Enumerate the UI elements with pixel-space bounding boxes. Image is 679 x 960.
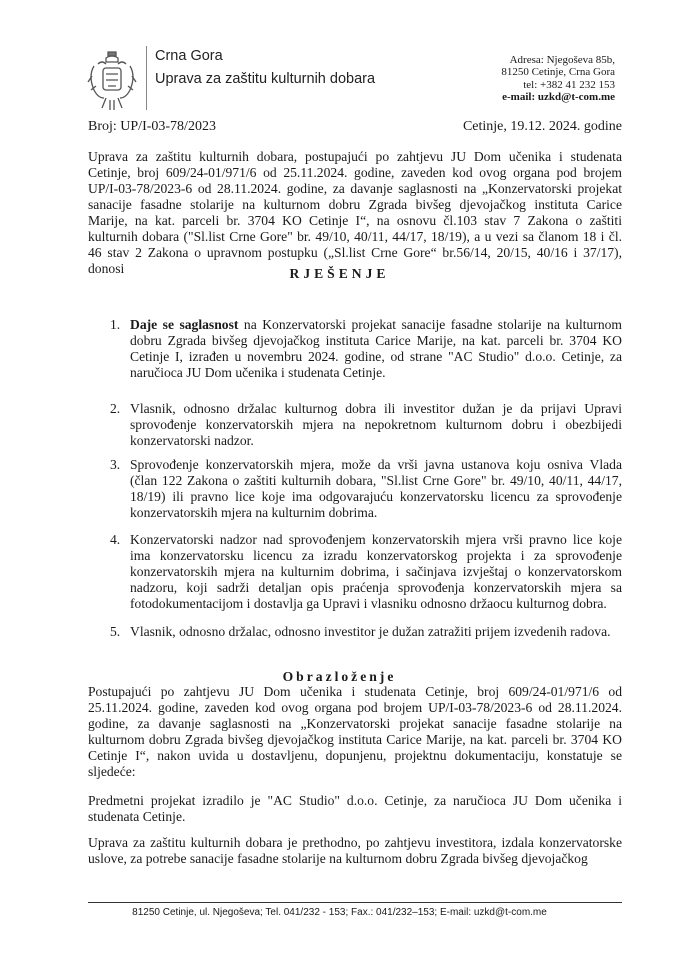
text-line: Cetinje I“, nakon uvida u dostavljenu, dopunjenu, projektnu dokumentaciju, konstatuje se — [88, 748, 622, 763]
text-line: Postupajući po zahtjevu JU Dom učenika i studenata Cetinje, broj 609/24-01/971/6 od — [88, 684, 622, 699]
text-line: Marije, na kat. parceli br. 3704 KO Cetinje I“, na osnovu čl.103 stav 7 Zakona o zaštiti — [88, 213, 622, 228]
text-line: Uprava za zaštitu kulturnih dobara, postupajući po zahtjevu JU Dom učenika i studenata — [88, 149, 622, 164]
reasoning-title: Obrazloženje — [282, 669, 397, 684]
address-line: Adresa: Njegoševa 85b, — [509, 54, 615, 66]
item-text — [130, 401, 622, 449]
item-text — [130, 624, 622, 640]
address-block — [501, 54, 615, 103]
text-line: nadzoru, koji sadrži detaljan opis praćenja sprovođenja konzervatorskih mjera sa — [130, 580, 622, 595]
item-number: 5. — [110, 624, 121, 639]
text-line: kulturnom dobru Zgrada bivšeg djevojačkog instituta Carice Marije, na kat. parceli br. 3704 KO — [88, 732, 622, 747]
address-line: 81250 Cetinje, Crna Gora — [501, 66, 615, 79]
line-text: na Konzervatorski projekat sanacije fasadne stolarije na kulturnom — [238, 317, 623, 332]
text-line: fotodokumentacijom i dostavlja ga Upravi i vlasniku odnosno držaocu kulturnog dobra. — [130, 596, 607, 611]
item-number: 4. — [110, 532, 121, 547]
intro-paragraph — [88, 149, 622, 277]
text-line: godine, za davanje saglasnosti na „Konzervatorski projekat sanacije fasadne stolarije na — [88, 716, 622, 731]
text-line: kulturnih dobara ("Sl.list Crne Gore" br. 49/10, 40/11, 44/17, 18/19), a u vezi sa članom 18 i čl. — [88, 229, 622, 244]
text-line: 46 stav 2 Zakona o upravnom postupku („Sl.list Crne Gore“ br.56/14, 20/15, 40/16 i 37/17), — [88, 245, 622, 260]
coat-of-arms-logo — [86, 46, 138, 114]
text-line: donosi — [88, 261, 125, 276]
text-line: sprovođenje konzervatorskih mjera na nepokretnom kulturnom dobru i obezbijedi — [130, 417, 622, 432]
text-line: sljedeće: — [88, 764, 136, 779]
institution-name: Uprava za zaštitu kulturnih dobara — [155, 71, 376, 87]
eagle-icon — [86, 46, 138, 114]
footer-divider — [88, 902, 622, 903]
reasoning-paragraph — [88, 684, 622, 780]
text-line: Uprava za zaštitu kulturnih dobara je prethodno, po zahtjevu investitora, izdala konzervatorske — [88, 835, 622, 850]
text-line: konzervatorskih mjera na kulturnim dobrima, i sačinjava izvještaj o konzervatorskom — [130, 564, 622, 579]
bold-lead: Daje se saglasnost — [130, 317, 239, 332]
text-line: (član 122 Zakona o zaštiti kulturnih dobara, "Sl.list Crne Gore" br. 49/10, 40/11, 44/17, — [130, 473, 622, 488]
reasoning-paragraph — [88, 835, 622, 867]
text-line: studenata Cetinje. — [88, 809, 186, 824]
item-number: 3. — [110, 457, 121, 472]
text-line: 18/19) ili pravno lice koje ima odgovarajuću konzervatorsku licencu za sprovođenje — [130, 489, 622, 504]
text-line: Cetinje I, izrađen u novembru 2024. godine, od strane "AC Studio" d.o.o. Cetinje, za — [130, 349, 622, 364]
footer-contact: 81250 Cetinje, ul. Njegoševa; Tel. 041/232 - 153; Fax.: 041/232–153; E-mail: uzkd@t-com.me — [132, 907, 547, 918]
text-line: Vlasnik, odnosno držalac kulturnog dobra ili investitor dužan je da prijavi Upravi — [130, 401, 622, 416]
reasoning-paragraph — [88, 793, 622, 825]
text-line: sanacije fasadne stolarije na kulturnom dobru Zgrada bivšeg djevojačkog instituta Carice — [88, 197, 622, 212]
text-line — [130, 317, 622, 333]
text-line: Sprovođenje konzervatorskih mjera, može da vrši javna ustanova koju osniva Vlada — [130, 457, 622, 472]
email-line: e-mail: uzkd@t-com.me — [502, 90, 615, 103]
text-line: uslove, za potrebe sanacije fasadne stolarije na kulturnom dobru Zgrada bivšeg djevojačkog — [88, 851, 588, 866]
item-text — [130, 317, 622, 381]
text-line: Cetinje, broj 609/24-01/971/6 od 25.11.2024. godine, zaveden kod ovog organa pod brojem — [88, 165, 622, 180]
text-line: konzervatorskih mjera na kulturnim dobrima. — [130, 505, 378, 520]
reference-number: Broj: UP/I-03-78/2023 — [88, 119, 216, 134]
text-line: dobru Zgrada bivšeg djevojačkog instituta Carice Marije, na kat. parceli br. 3704 KO — [130, 333, 622, 348]
decision-title: RJEŠENJE — [289, 266, 390, 281]
header-divider — [146, 46, 147, 110]
country-name: Crna Gora — [155, 48, 223, 64]
item-text — [130, 457, 622, 521]
text-line: ima konzervatorsku licencu za izradu konzervatorskog projekta i za sprovođenje — [130, 548, 622, 563]
text-line: Predmetni projekat izradilo je "AC Studio" d.o.o. Cetinje, za naručioca JU Dom učenika i — [88, 793, 622, 808]
place-date: Cetinje, 19.12. 2024. godine — [462, 119, 622, 134]
item-text — [130, 532, 622, 612]
item-number: 2. — [110, 401, 121, 416]
text-line: naručioca JU Dom učenika i studenata Cetinje. — [130, 365, 386, 380]
text-line: Vlasnik, odnosno držalac, odnosno investitor je dužan zatražiti prijem izvedenih radova. — [130, 624, 611, 639]
text-line: 25.11.2024. godine, zaveden kod ovog organa pod brojem UP/I-03-78/2023-6 od 28.11.2024. — [88, 700, 622, 715]
address-line: tel: +382 41 232 153 — [523, 78, 615, 91]
item-number: 1. — [110, 317, 121, 332]
text-line: konzervatorski nadzor. — [130, 433, 254, 448]
text-line: Konzervatorski nadzor nad sprovođenjem konzervatorskih mjera vrši pravno lice koje — [130, 532, 622, 547]
text-line: UP/I-03-78/2023-6 od 28.11.2024. godine, za davanje saglasnosti na „Konzervatorski projekat — [88, 181, 622, 196]
